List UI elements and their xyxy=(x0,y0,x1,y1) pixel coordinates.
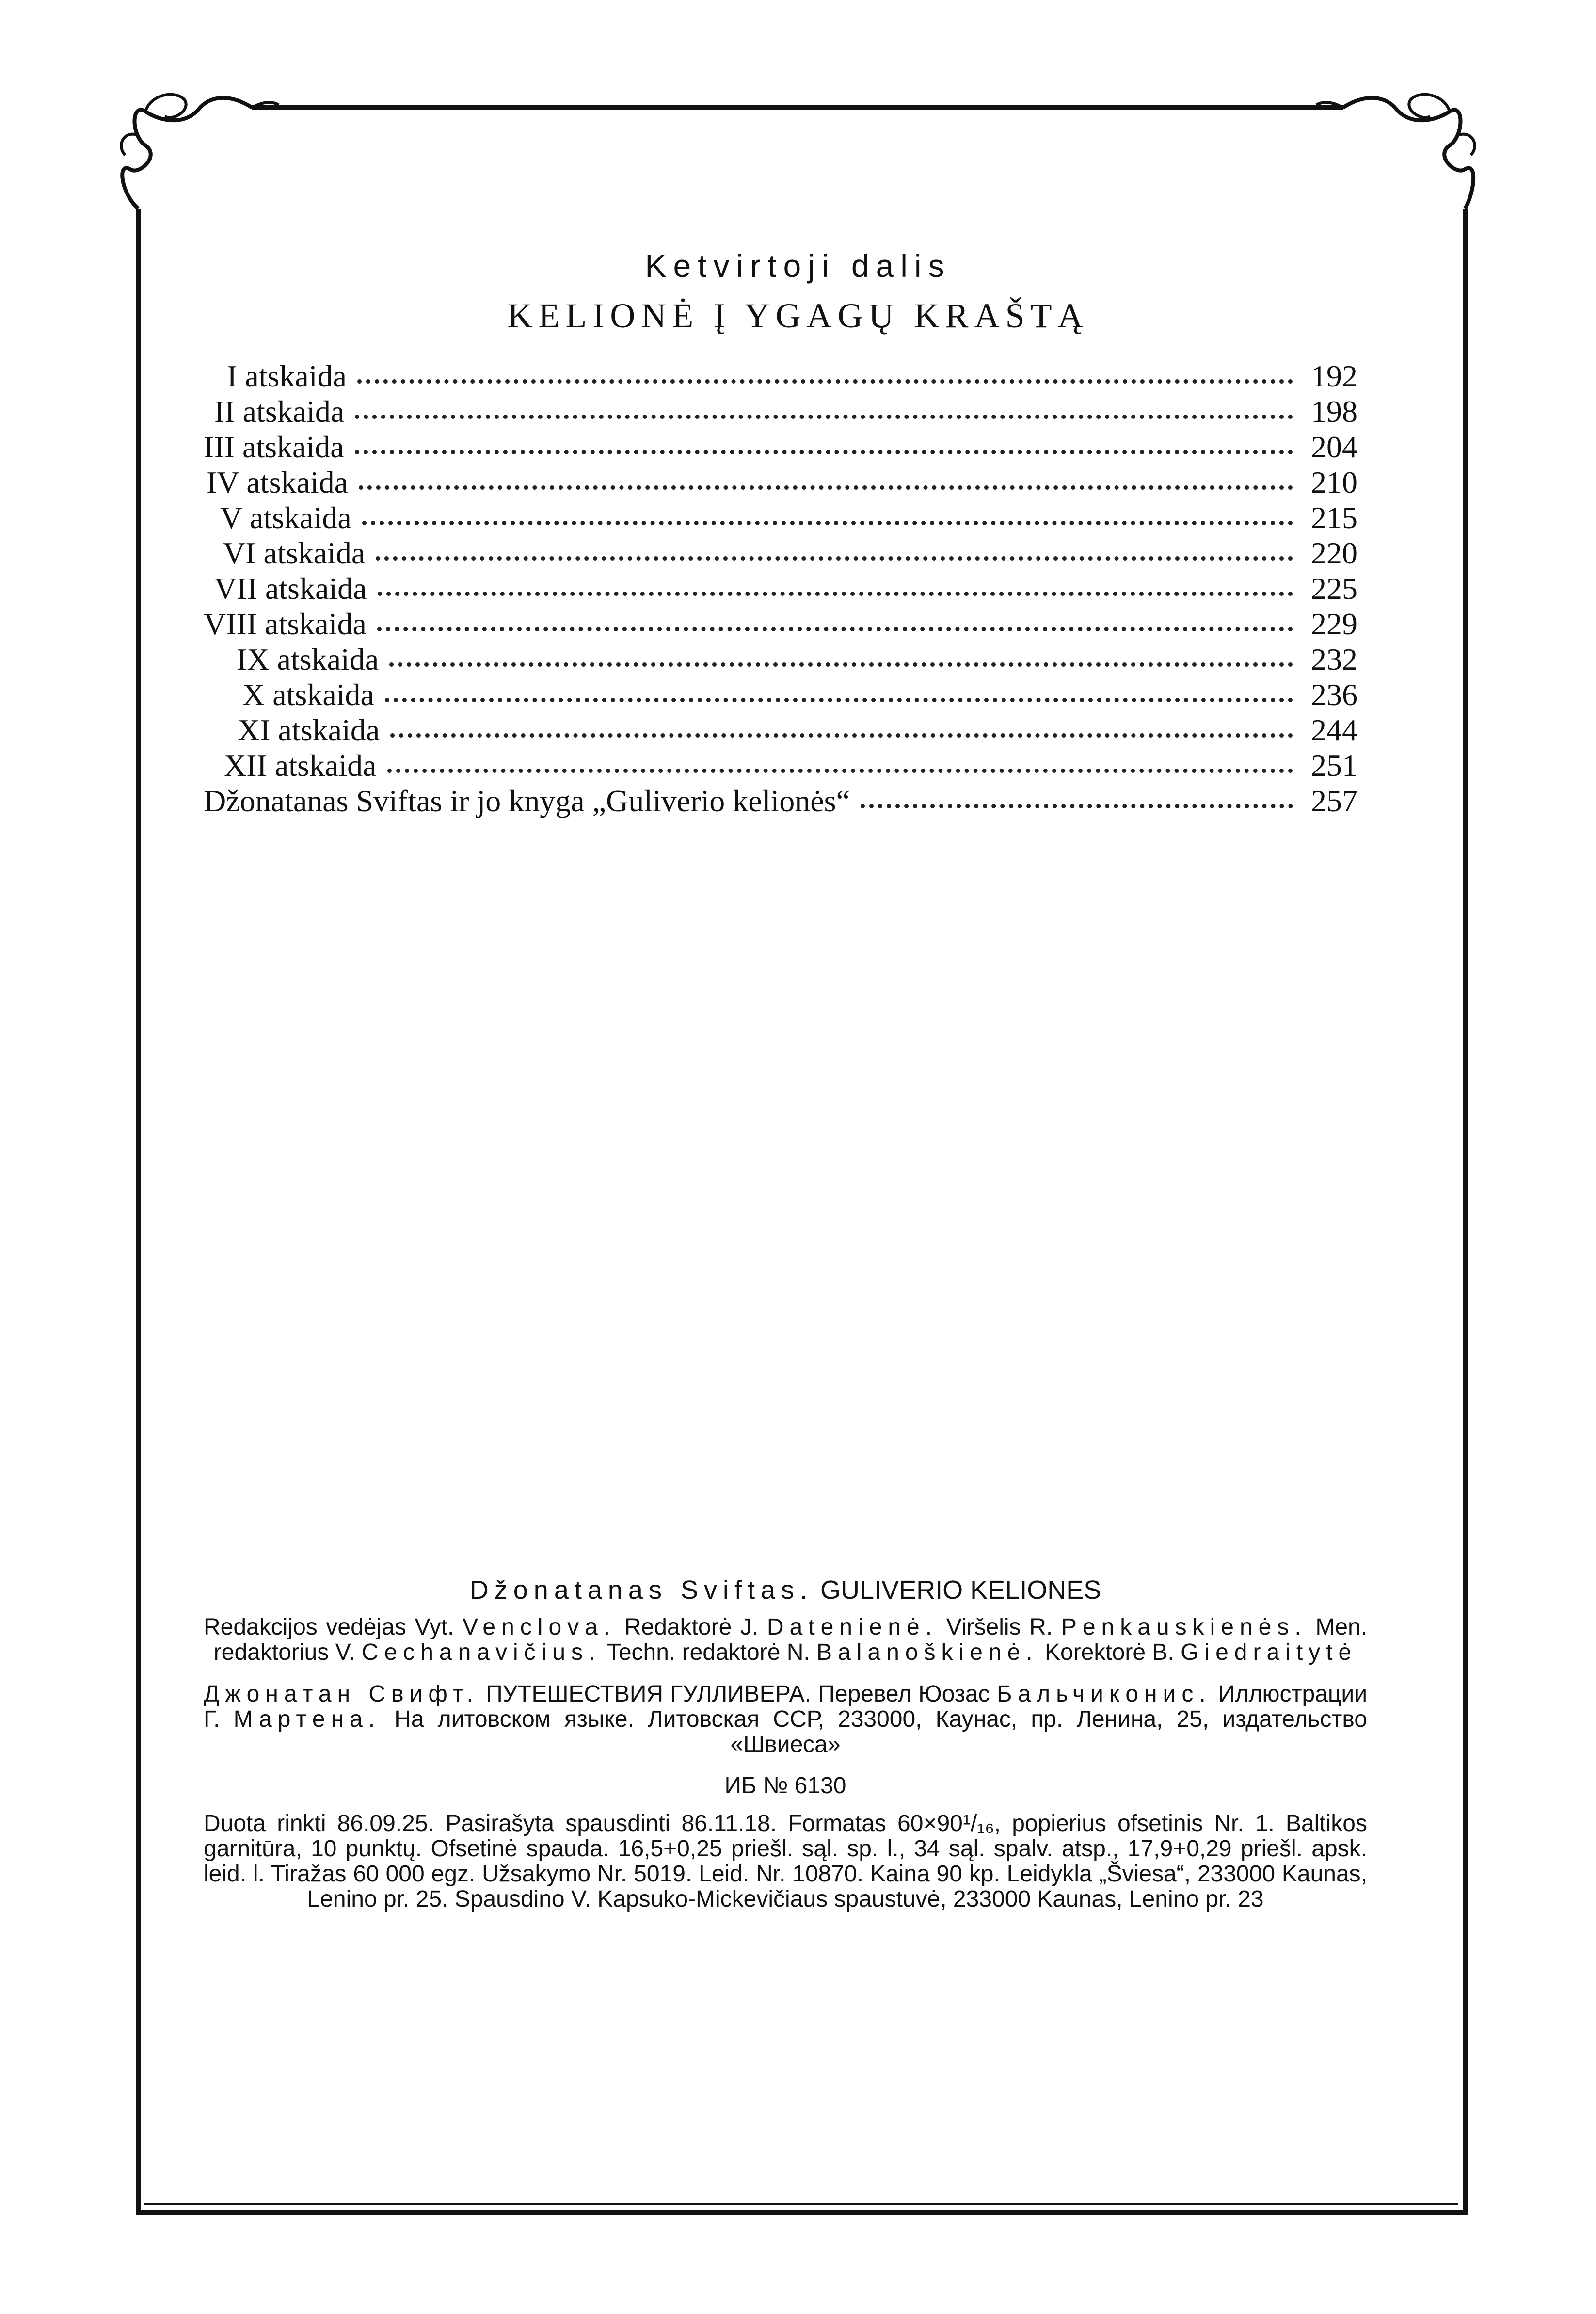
colophon xyxy=(204,1576,1367,1928)
russian-translator-name: Бальчиконис. xyxy=(996,1681,1212,1707)
toc-entry-page: 220 xyxy=(1311,536,1357,570)
toc-entry[interactable] xyxy=(204,748,1357,784)
toc-leader-dots xyxy=(378,592,1293,596)
colophon-russian xyxy=(204,1682,1367,1757)
staff-label: Men. redaktorius V. xyxy=(213,1614,1368,1666)
russian-illustrator-name: Мартена. xyxy=(233,1706,381,1732)
toc-entry[interactable] xyxy=(204,784,1357,819)
toc-entry-page: 225 xyxy=(1311,571,1357,606)
toc-entry-page: 257 xyxy=(1311,784,1357,818)
toc-entry-page: 232 xyxy=(1311,642,1357,676)
toc-leader-dots xyxy=(362,521,1293,525)
toc-entry[interactable] xyxy=(204,394,1357,430)
staff-name: Penkauskienės. xyxy=(1061,1614,1307,1640)
toc-leader-dots xyxy=(359,485,1293,490)
toc-entry[interactable] xyxy=(204,465,1357,500)
toc-leader-dots xyxy=(376,556,1293,561)
toc-leader-dots xyxy=(355,415,1293,419)
toc-entry-page: 236 xyxy=(1311,677,1357,712)
toc-entry-page: 229 xyxy=(1311,607,1357,641)
toc-leader-dots xyxy=(385,698,1293,702)
staff-name: Venclova. xyxy=(463,1614,616,1640)
staff-name: Datenienė. xyxy=(766,1614,938,1640)
toc-entry-page: 198 xyxy=(1311,394,1357,429)
toc-entry-page: 244 xyxy=(1311,713,1357,747)
toc-entry[interactable] xyxy=(204,430,1357,465)
russian-title: ПУТЕШЕСТВИЯ ГУЛЛИВЕРА. xyxy=(486,1681,811,1707)
toc-entry-label: VIII atskaida xyxy=(204,607,367,641)
print-info: Duota rinkti 86.09.25. Pasirašyta spausdinti 86.11.18. Formatas 60×90¹/₁₆, popierius ofsetinis Nr. 1. Baltikos garnitūra, 10 punktų. Ofsetinė spauda. 16,5+0,25 priešl. sąl. sp. l., 34 sąl. spalv. atsp., 17,9+0,29 priešl. apsk. leid. l. Tiražas 60 000 egz. Užsakymo Nr. 5019. Leid. Nr. 10870. Kaina 90 kp. Leidykla „Šviesa“, 233000 Kaunas, Lenino pr. 25. Spausdino V. Kapsuko-Mickevičiaus spaustuvė, 233000 Kaunas, Lenino pr. 23 xyxy=(204,1811,1367,1912)
toc-leader-dots xyxy=(861,804,1293,808)
toc-entry-page: 215 xyxy=(1311,500,1357,535)
toc-leader-dots xyxy=(357,379,1293,384)
toc-leader-dots xyxy=(389,662,1293,667)
toc-entry-page: 204 xyxy=(1311,430,1357,464)
staff-label: Korektorė B. xyxy=(1044,1639,1174,1666)
russian-illustrations-label: Иллюстрации Г. xyxy=(204,1681,1368,1732)
toc-entry[interactable] xyxy=(204,677,1357,713)
toc-entry-label: VII atskaida xyxy=(214,571,367,606)
staff-name: Balanoškienė. xyxy=(816,1639,1038,1666)
staff-label: Viršelis R. xyxy=(946,1614,1053,1640)
colophon-author: Džonatanas Sviftas. xyxy=(469,1575,814,1605)
toc-leader-dots xyxy=(355,450,1293,454)
russian-language: На литовском языке. xyxy=(394,1706,634,1732)
colophon-book-name: GULIVERIO KELIONES xyxy=(820,1575,1101,1605)
staff-label: Redakcijos vedėjas Vyt. xyxy=(204,1614,454,1640)
toc-entry-label: V atskaida xyxy=(220,500,351,535)
russian-author: Джонатан Свифт. xyxy=(204,1681,479,1707)
ib-number: ИБ № 6130 xyxy=(724,1773,846,1799)
toc-entry-label: IV atskaida xyxy=(207,465,349,499)
staff-label: Techn. redaktorė N. xyxy=(606,1639,810,1666)
russian-translator-label: Перевел Юозас xyxy=(818,1681,990,1707)
toc-entry[interactable] xyxy=(204,642,1357,677)
toc-entry-label: III atskaida xyxy=(204,430,344,464)
toc-entry-label: VI atskaida xyxy=(223,536,366,570)
toc-entry[interactable] xyxy=(204,536,1357,571)
toc-entry[interactable] xyxy=(204,607,1357,642)
toc-entry[interactable] xyxy=(204,500,1357,536)
toc-entry[interactable] xyxy=(204,359,1357,394)
toc-entry-page: 192 xyxy=(1311,359,1357,393)
colophon-title xyxy=(204,1576,1367,1604)
part-title: Ketvirtoji dalis xyxy=(645,248,951,284)
staff-label: Redaktorė J. xyxy=(624,1614,759,1640)
colophon-staff xyxy=(204,1615,1367,1665)
toc-entry-page: 251 xyxy=(1311,748,1357,783)
toc-leader-dots xyxy=(377,627,1293,631)
toc-entry-label: II atskaida xyxy=(214,394,345,429)
toc-entry-label: IX atskaida xyxy=(237,642,379,676)
toc-leader-dots xyxy=(390,733,1293,738)
staff-name: Giedraitytė xyxy=(1181,1639,1357,1666)
toc-entry[interactable] xyxy=(204,713,1357,748)
toc-entry[interactable] xyxy=(204,571,1357,607)
toc-entry-label: X atskaida xyxy=(242,677,374,712)
table-of-contents xyxy=(204,359,1357,819)
toc-entry-label: XI atskaida xyxy=(238,713,380,747)
toc-entry-label: Džonatanas Sviftas ir jo knyga „Guliverio kelionės“ xyxy=(204,784,850,818)
russian-address: Литовская ССР, 233000, Каунас, пр. Ленина, 25, издательство «Швиеса» xyxy=(648,1706,1368,1757)
toc-entry-label: XII atskaida xyxy=(224,748,377,783)
toc-entry-label: I atskaida xyxy=(227,359,347,393)
toc-entry-page: 210 xyxy=(1311,465,1357,499)
staff-name: Cechanavičius. xyxy=(361,1639,601,1666)
book-title: KELIONĖ Į YGAGŲ KRAŠTĄ xyxy=(507,296,1089,335)
toc-leader-dots xyxy=(387,769,1293,773)
